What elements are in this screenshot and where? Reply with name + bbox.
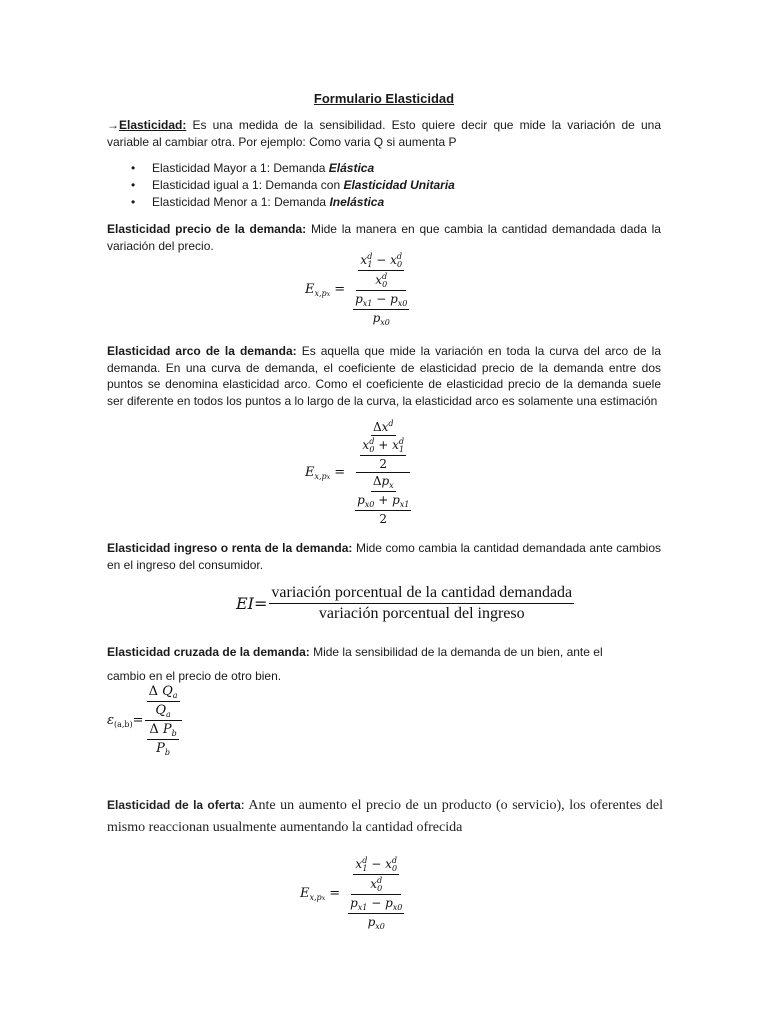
section-arco: Elasticidad arco de la demanda: Es aquella que mide la variación en toda la curva del arco de la demanda. En una curva de demanda, el coeficiente de elasticidad precio de la demanda entre dos puntos se denomina elasticidad arco. Como el coeficiente de elasticidad precio de la demanda suele ser diferente en todos los puntos a lo largo de la curva, la elasticidad arco es solamente una estimación bbox=[107, 344, 661, 408]
section-term: Elasticidad cruzada de la demanda: bbox=[107, 645, 310, 659]
income-elasticity-formula: EI= $\frac{\text{variación porcentual de la cantidad demandada}}{\text{variación porcentual del ingreso}}$ bbox=[236, 584, 573, 622]
list-item: • Elasticidad Menor a 1: Demanda Inelástica bbox=[107, 194, 455, 211]
section-ingreso: Elasticidad ingreso o renta de la demanda: Mide como cambia la cantidad demandada ante cambios en el ingreso del consumidor. bbox=[107, 541, 661, 572]
arc-elasticity-formula: $E_{x,px}$ = $\frac{\Delta x^d}{\frac{x^d_0 + x^d_1}{2}}$ $\frac{\Delta p_x}{\frac{p_{x0} + p_{x1}}{2}}$ bbox=[305, 419, 410, 526]
intro-text: Es una medida de la sensibilidad. Esto quiere decir que mide la variación de una variable al cambiar otra. Por ejemplo: Como varia Q si aumenta P bbox=[107, 118, 661, 149]
elasticity-bullet-list bbox=[107, 160, 455, 211]
intro-paragraph bbox=[107, 117, 661, 150]
section-term: Elasticidad de la oferta bbox=[107, 798, 241, 812]
section-precio: Elasticidad precio de la demanda: Mide la manera en que cambia la cantidad demandada dada la variación del precio. bbox=[107, 222, 661, 253]
section-cruzada: Elasticidad cruzada de la demanda: Mide la sensibilidad de la demanda de un bien, ante el bbox=[107, 645, 603, 659]
list-item: • Elasticidad igual a 1: Demanda con Elasticidad Unitaria bbox=[107, 177, 455, 194]
section-term: Elasticidad arco de la demanda: bbox=[107, 344, 297, 358]
document-title: Formulario Elasticidad bbox=[313, 91, 455, 106]
section-term: Elasticidad precio de la demanda: bbox=[107, 222, 307, 236]
intro-term: Elasticidad: bbox=[119, 118, 187, 132]
section-oferta: Elasticidad de la oferta: Ante un aumento el precio de un producto (o servicio), los oferentes del mismo reaccionan usualmente aumentando la cantidad ofrecida bbox=[107, 798, 663, 835]
supply-elasticity-formula: $E_{x,px}$ = $\frac{\frac{x^d_1 - x^d_0}{x^d_0}}{\frac{p_{x1} - p_{x0}}{p_{x0}}}$ bbox=[300, 856, 403, 931]
section-term: Elasticidad ingreso o renta de la demanda: bbox=[107, 541, 353, 555]
list-item: • Elasticidad Mayor a 1: Demanda Elástica bbox=[107, 160, 455, 177]
section-cruzada-line2: cambio en el precio de otro bien. bbox=[107, 669, 282, 683]
arrow-glyph: → bbox=[107, 118, 119, 132]
cross-elasticity-formula: $\varepsilon_{(a,b)}=$ $\frac{\frac{\Delta Q_a}{Q_a}}{\frac{\Delta P_b}{P_b}}$ bbox=[107, 684, 182, 757]
price-elasticity-formula: $E_{x,px}$ = $\frac{\frac{x^d_1 - x^d_0}{x^d_0}}{\frac{p_{x1} - p_{x0}}{p_{x0}}}$ bbox=[305, 252, 408, 327]
